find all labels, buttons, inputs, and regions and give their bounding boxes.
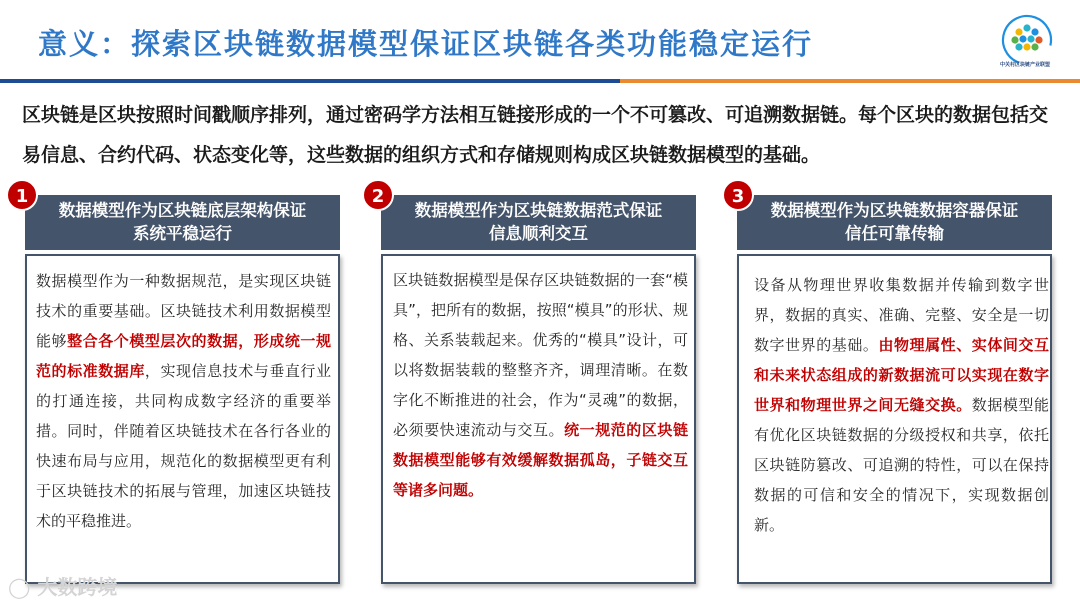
card-3-text-part-2: 数据模型能有优化区块链数据的分级授权和共享，依托区块链防篡改、可追溯的特性，可以在保持数据的可信和安全的情况下，实现数据创新。 <box>754 396 1049 534</box>
watermark <box>8 571 117 600</box>
card-1-text-highlight: 整合各个模型层次的数据，形成统一规范的标准数据库 <box>36 332 331 380</box>
card-3-header <box>737 195 1052 250</box>
watermark-text: 大数跨境 <box>37 575 118 599</box>
card-1-header <box>25 195 340 250</box>
page-title: 意义：探索区块链数据模型保证区块链各类功能稳定运行 <box>38 27 814 61</box>
card-3-title-line-1: 数据模型作为区块链数据容器保证 <box>770 201 1019 220</box>
header-divider-blue <box>0 79 620 83</box>
card-1-number-badge: 1 <box>6 179 38 211</box>
header-divider-orange <box>620 79 1080 83</box>
card-3-number-badge: 3 <box>722 179 754 211</box>
card-1-text-part-2: ，实现信息技术与垂直行业的打通连接，共同构成数字经济的重要举措。同时，伴随着区块链技术在各行各业的快速布局与应用，规范化的数据模型更有利于区块链技术的拓展与管理，加速区块链技术的平稳推进。 <box>36 362 331 530</box>
card-2-text-highlight: 统一规范的区块链数据模型能够有效缓解数据孤岛，子链交互等诸多问题。 <box>393 421 688 499</box>
card-3-text-part-1: 设备从物理世界收集数据并传输到数字世界，数据的真实、准确、完整、安全是一切数字世界的基础。 <box>754 276 1049 354</box>
card-2-header <box>381 195 696 250</box>
card-2-text <box>393 265 688 505</box>
logo-caption: 中关村区块链产业联盟 <box>999 62 1050 68</box>
watermark-logo-icon: ◯ <box>8 575 31 599</box>
card-1-title-line-2: 系统平稳运行 <box>133 224 232 243</box>
card-2-text-part-1: 区块链数据模型是保存区块链数据的一套“模具”，把所有的数据，按照“模具”的形状、规格、关系装载起来。优秀的“模具”设计，可以将数据装载的整整齐齐，调理清晰。在数字化不断推进的社会，作为“灵魂”的数据，必须要快速流动与交互。 <box>393 271 688 439</box>
card-1-title-line-1: 数据模型作为区块链底层架构保证 <box>58 201 307 220</box>
card-2-number-badge: 2 <box>362 179 394 211</box>
card-1-text <box>36 266 331 536</box>
card-3-text-highlight: 由物理属性、实体间交互和未来状态组成的新数据流可以实现在数字世界和物理世界之间无缝交换。 <box>754 336 1049 414</box>
card-3-text <box>754 270 1049 540</box>
card-2-title-line-1: 数据模型作为区块链数据范式保证 <box>414 201 663 220</box>
card-1-text-part-1: 数据模型作为一种数据规范，是实现区块链技术的重要基础。区块链技术利用数据模型能够 <box>36 272 331 350</box>
intro-paragraph: 区块链是区块按照时间戳顺序排列，通过密码学方法相互链接形成的一个不可篡改、可追溯数据链。每个区块的数据包括交易信息、合约代码、状态变化等，这些数据的组织方式和存储规则构成区块链数据模型的基础。 <box>22 104 1049 166</box>
card-3-title-line-2: 信任可靠传输 <box>845 224 944 243</box>
card-2-title-line-2: 信息顺利交互 <box>489 224 588 243</box>
